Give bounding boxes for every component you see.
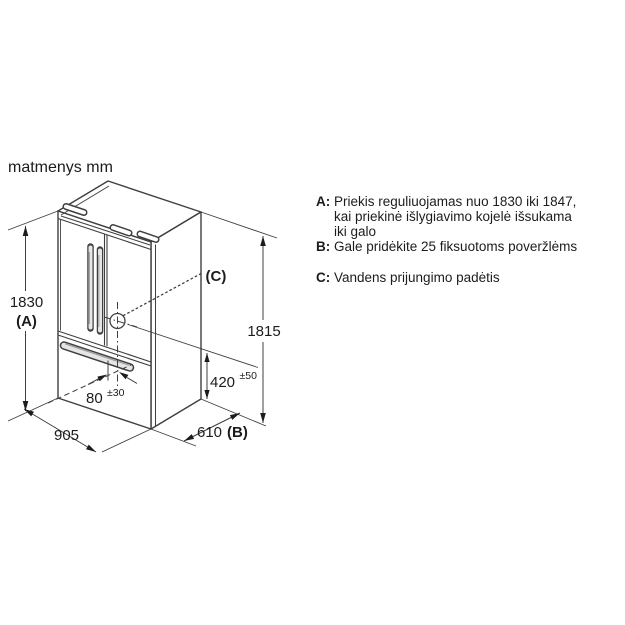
fridge-right-face bbox=[151, 212, 201, 429]
arrow-up-icon bbox=[260, 236, 266, 246]
dimension-water-height bbox=[204, 353, 257, 399]
dimension-depth bbox=[184, 413, 248, 441]
arrow-up-right-icon bbox=[230, 413, 240, 420]
legend-text-line: kai priekinė išlygiavimo kojelė išsukama bbox=[334, 209, 572, 224]
legend-text-line: Gale pridėkite 25 fiksuotoms poveržlėms bbox=[334, 239, 578, 254]
water-height-tolerance: ±50 bbox=[239, 370, 257, 382]
width-value: 905 bbox=[54, 427, 80, 444]
water-offset-tolerance: ±30 bbox=[107, 387, 125, 399]
arrow-down-left-icon bbox=[184, 434, 194, 441]
front-height-key: (A) bbox=[16, 313, 37, 330]
fridge-illustration bbox=[58, 181, 201, 429]
water-point-label: (C) bbox=[205, 268, 227, 285]
arrow-down-icon bbox=[260, 413, 266, 423]
legend-text-line: Vandens prijungimo padėtis bbox=[334, 270, 500, 285]
legend-item-a bbox=[316, 194, 622, 239]
legend-text-line: iki galo bbox=[334, 224, 377, 239]
back-height-value: 1815 bbox=[247, 323, 281, 340]
dimension-width bbox=[24, 409, 96, 452]
legend bbox=[316, 194, 622, 285]
arrow-up-icon bbox=[204, 353, 209, 362]
depth-value: 610 bbox=[197, 424, 223, 441]
front-height-value: 1830 bbox=[9, 294, 44, 311]
depth-key: (B) bbox=[227, 424, 248, 441]
legend-key-c: C: bbox=[316, 270, 331, 285]
arrow-up-icon bbox=[23, 226, 29, 236]
legend-key-b: B: bbox=[316, 239, 331, 254]
dimension-front-height bbox=[10, 226, 43, 411]
arrow-down-icon bbox=[204, 390, 209, 399]
water-height-value: 420 bbox=[210, 374, 236, 391]
legend-item-b bbox=[316, 239, 622, 254]
dimension-back-height bbox=[247, 236, 280, 423]
legend-key-a: A: bbox=[316, 194, 331, 209]
legend-item-c bbox=[316, 270, 622, 285]
units-label: matmenys mm bbox=[8, 159, 113, 176]
arrow-down-right-icon bbox=[86, 445, 96, 452]
water-offset-value: 80 bbox=[86, 390, 103, 407]
legend-text-line: Priekis reguliuojamas nuo 1830 iki 1847, bbox=[334, 194, 577, 209]
